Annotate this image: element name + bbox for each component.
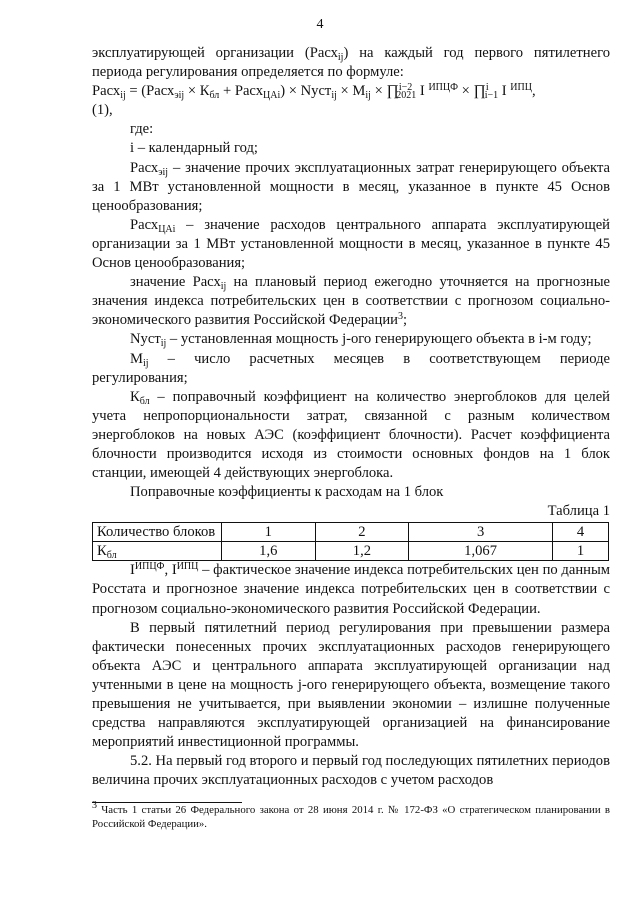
table-cell: 1,2 <box>315 542 409 561</box>
footnote-ref[interactable]: 3 <box>397 311 403 323</box>
formula-number: (1), <box>92 102 113 119</box>
paragraph-5-2: 5.2. На первый год второго и первый год последующих пятилетних периодов величина прочих эксплуатационных расходов с учетом расходов <box>92 753 610 789</box>
table-title: Поправочные коэффициенты к расходам на 1 блок <box>130 484 444 501</box>
table-row <box>93 542 609 561</box>
definition-rash-plan: значение Расх$_{ij}$ на плановый период ежегодно уточняется на прогнозные значения индекса потребительских цен в соответствии с прогнозом социально-экономического развития Российской Федерации$^3$; <box>92 274 610 329</box>
definition-ipc: $I^{ИПЦФ}$, $I^{ИПЦ}$ – фактическое значение индекса потребительских цен по данным Росстата и прогнозное значение индекса потребительских цен в соответствии с прогнозом социально-экономического развития Российской Федерации. <box>92 561 610 617</box>
formula: Расх$_{ij}$ = (Расх$_{эij}$ × $К_{бл}$ + Расх$_{ЦАi}$) × Nуст$_{ij}$ × $M_{ij}$ × ∏$^{i-2}_{2021}$ I $^{ИПЦФ}$ × ∏$^i_{i-1}$ I $^{ИПЦ}$, <box>92 82 536 102</box>
text-line: периода регулирования определяется по формуле: <box>92 64 404 81</box>
definition-m-cont: регулирования; <box>92 369 188 386</box>
where-label: где: <box>130 121 154 138</box>
footnote: $^3$ Часть 1 статьи 26 Федерального закона от 28 июня 2014 г. № 172-ФЗ «О стратегическом планировании в Российской Федерации». <box>92 800 610 831</box>
definition-nust: Nуст$_{ij}$ – установленная мощность j-ого генерирующего объекта в i-м году; <box>130 331 592 350</box>
definition-kbl: $К_{бл}$ – поправочный коэффициент на количество энергоблоков для целей учета непропорциональности затрат, связанной с разным количеством энергоблоков на новых АЭС (коэффициент блочности). Расчет коэффициента блочности производится исходя из стоимости основных фондов на 1 блок станции, имеющей 4 действующих энергоблока. <box>92 388 610 482</box>
table-cell: 1,6 <box>222 542 316 561</box>
table-cell: $К_{бл}$ <box>93 542 222 561</box>
page-body <box>92 44 610 831</box>
table-cell: 4 <box>552 523 608 542</box>
definition-rash-e: Расх$_{эij}$ – значение прочих эксплуатационных затрат генерирующего объекта за 1 МВт установленной мощности в месяц, указанное в пункте 45 Основ ценообразования; <box>92 159 610 214</box>
table-cell: 1,067 <box>409 542 553 561</box>
table-cell: Количество блоков <box>93 523 222 542</box>
definition-m: $M_{ij}$ – число расчетных месяцев в соответствующем периоде <box>130 350 610 369</box>
text-line: эксплуатирующей организации (Расх$_{ij}$) на каждый год первого пятилетнего <box>92 45 610 63</box>
page-number: 4 <box>316 17 324 32</box>
table-cell: 2 <box>315 523 409 542</box>
table-cell: 3 <box>409 523 553 542</box>
definition-i: i – календарный год; <box>130 140 258 157</box>
table-row <box>93 523 609 542</box>
coefficient-table <box>92 522 609 561</box>
paragraph-first-period: В первый пятилетний период регулирования при превышении размера фактически понесенных прочих эксплуатационных расходов генерирующего объекта АЭС и центрального аппарата эксплуатирующей организации над учтенными в цене на мощность j-ого генерирующего объекта, возмещение такого превышения не учитывается, при выявлении экономии – излишне полученные средства направляются эксплуатирующей организацией на финансирование мероприятий инвестиционной программы. <box>92 619 610 751</box>
definition-rash-ca: Расх$_{ЦАi}$ – значение расходов центрального аппарата эксплуатирующей организации за 1 МВт установленной мощности в месяц, указанное в пункте 45 Основ ценообразования; <box>92 216 610 272</box>
table-cell: 1 <box>552 542 608 561</box>
table-caption: Таблица 1 <box>547 503 610 520</box>
table-cell: 1 <box>222 523 316 542</box>
